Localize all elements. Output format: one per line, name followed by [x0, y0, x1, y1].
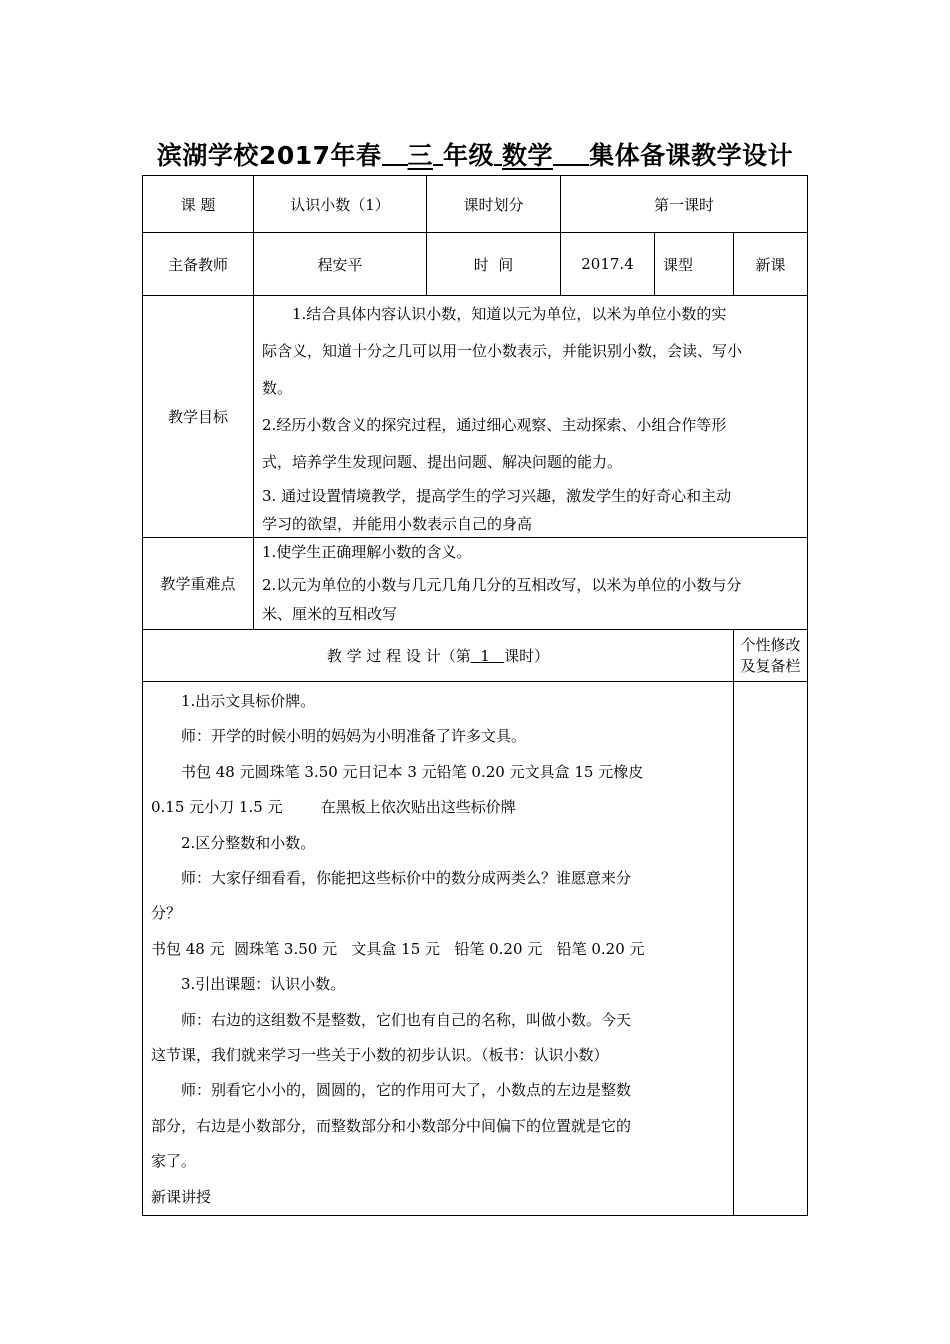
process-line: 2.区分整数和小数。	[181, 833, 316, 852]
type-label: 课型	[655, 233, 734, 296]
process-header	[143, 630, 734, 682]
key-points-label: 教学重难点	[143, 538, 254, 630]
process-line: 新课讲授	[151, 1187, 212, 1206]
notes-header	[734, 630, 808, 682]
process-header-prefix: 教 学 过 程 设 计（第	[326, 647, 471, 665]
process-line: 书包 48 元 圆珠笔 3.50 元 文具盒 15 元 铅笔 0.20 元 铅笔 0.20 元	[151, 939, 645, 958]
objectives-label: 教学目标	[143, 296, 254, 538]
title-grade: 三	[407, 141, 434, 170]
key-point-line: 米、厘米的互相改写	[262, 605, 398, 623]
process-line: 书包 48 元圆珠笔 3.50 元日记本 3 元铅笔 0.20 元文具盒 15 元橡皮	[181, 762, 644, 781]
period-value: 第一课时	[561, 176, 808, 233]
process-line: 家了。	[151, 1152, 197, 1171]
key-points-row	[143, 538, 808, 630]
type-value: 新课	[734, 233, 808, 296]
title-blank-1	[382, 163, 408, 166]
teacher-label: 主备教师	[143, 233, 254, 296]
process-header-suffix: 课时）	[504, 647, 550, 665]
process-line: 这节课，我们就来学习一些关于小数的初步认识。（板书：认识小数）	[151, 1046, 609, 1065]
process-line: 1.出示文具标价牌。	[181, 692, 316, 710]
process-header-num	[471, 647, 504, 665]
objective-line: 1.结合具体内容认识小数，知道以元为单位，以米为单位小数的实	[292, 305, 727, 323]
objective-line: 式，培养学生发现问题、提出问题、解决问题的能力。	[262, 453, 623, 471]
title-grade-suffix: 年级	[443, 141, 495, 170]
process-content	[143, 682, 734, 1216]
page-title	[0, 136, 950, 172]
lesson-plan-table	[142, 175, 808, 1216]
process-line: 师：右边的这组数不是整数，它们也有自己的名称，叫做小数。今天	[181, 1010, 632, 1029]
key-point-line: 1.使学生正确理解小数的含义。	[262, 543, 472, 561]
process-line: 0.15 元小刀 1.5 元 在黑板上依次贴出这些标价牌	[151, 798, 516, 817]
notes-column	[734, 682, 808, 1216]
process-line: 师：别看它小小的，圆圆的，它的作用可大了，小数点的左边是整数	[181, 1081, 632, 1100]
title-blank-4	[553, 163, 589, 166]
topic-row	[143, 176, 808, 233]
objective-line: 学习的欲望，并能用小数表示自己的身高	[262, 515, 533, 533]
title-subject: 数学	[502, 141, 554, 170]
time-label: 时 间	[427, 233, 561, 296]
period-label: 课时划分	[427, 176, 561, 233]
process-line: 师：开学的时候小明的妈妈为小明准备了许多文具。	[181, 727, 527, 746]
lesson-number: 1	[480, 647, 490, 665]
process-line: 师：大家仔细看看，你能把这些标价中的数分成两类么？谁愿意来分	[181, 869, 632, 888]
teacher-value: 程安平	[254, 233, 427, 296]
title-blank-3	[494, 163, 502, 166]
process-line: 分？	[151, 904, 182, 923]
notes-header-line-1: 个性修改	[740, 635, 801, 654]
time-value: 2017.4	[561, 233, 655, 296]
objective-line: 3. 通过设置情境教学，提高学生的学习兴趣，激发学生的好奇心和主动	[262, 487, 732, 505]
process-line: 部分，右边是小数部分，而整数部分和小数部分中间偏下的位置就是它的	[151, 1116, 632, 1135]
teacher-row	[143, 233, 808, 296]
objectives-content	[254, 296, 808, 538]
key-point-line: 2.以元为单位的小数与几元几角几分的互相改写，以米为单位的小数与分	[262, 576, 742, 594]
objectives-row	[143, 296, 808, 538]
title-suffix: 集体备课教学设计	[589, 141, 794, 170]
title-prefix: 滨湖学校2017年春	[156, 141, 382, 170]
topic-label: 课 题	[143, 176, 254, 233]
objective-line: 数。	[262, 379, 293, 397]
topic-value: 认识小数（1）	[254, 176, 427, 233]
objective-line: 2.经历小数含义的探究过程，通过细心观察、主动探索、小组合作等形	[262, 416, 727, 434]
key-points-content	[254, 538, 808, 630]
notes-header-line-2: 及复备栏	[740, 656, 801, 675]
process-row	[143, 682, 808, 1216]
objective-line: 际含义，知道十分之几可以用一位小数表示，并能识别小数，会读、写小	[262, 342, 743, 360]
title-blank-2	[433, 163, 443, 166]
process-header-row	[143, 630, 808, 682]
process-line: 3.引出课题：认识小数。	[181, 975, 346, 994]
